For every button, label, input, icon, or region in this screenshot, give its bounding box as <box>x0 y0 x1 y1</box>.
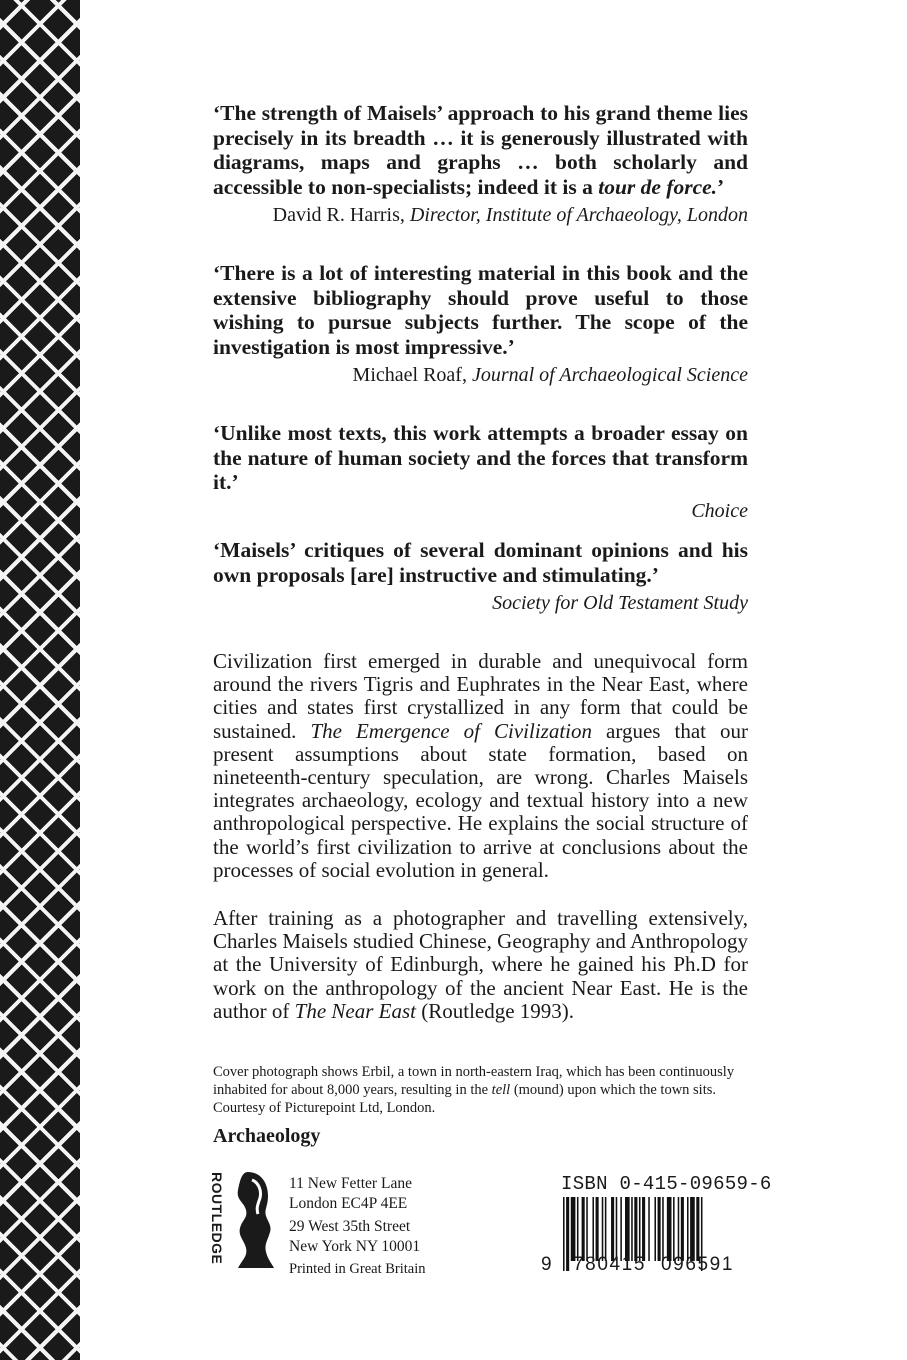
publisher-address <box>289 1174 426 1280</box>
isbn-first-digit: 9 <box>541 1254 552 1275</box>
barcode-bar <box>605 1197 607 1261</box>
review-2 <box>213 261 748 387</box>
barcode-bar <box>681 1197 684 1261</box>
review-attribution: David R. Harris, Director, Institute of Archaeology, London <box>272 204 748 226</box>
barcode-bar <box>648 1197 650 1261</box>
address-line: London EC4P 4EE <box>289 1194 408 1212</box>
barcode-bar <box>690 1197 695 1261</box>
isbn-block <box>541 1173 772 1275</box>
review-attribution: Michael Roaf, Journal of Archaeological Science <box>352 364 748 386</box>
review-4 <box>213 538 748 615</box>
review-1 <box>213 101 748 227</box>
barcode-bar <box>678 1197 680 1261</box>
barcode-bar <box>620 1197 622 1261</box>
barcode-bar <box>639 1197 641 1261</box>
address-line: 11 New Fetter Lane <box>289 1175 412 1192</box>
isbn-number: ISBN 0-415-09659-6 <box>561 1173 772 1195</box>
profile-silhouette-icon <box>238 1172 274 1268</box>
review-quote: ‘Unlike most texts, this work attempts a broader essay on the nature of human society and the forces that transform it.’ <box>213 421 748 494</box>
barcode-bar <box>577 1197 579 1261</box>
barcode-bar <box>687 1197 689 1261</box>
cover-photo-note: Cover photograph shows Erbil, a town in north-eastern Iraq, which has been continuously inhabited for about 8,000 years, resulting in the tell (mound) upon which the town sits. Courtesy of Picturepoint Ltd, London. <box>213 1064 735 1116</box>
barcode-bar <box>631 1197 633 1261</box>
barcode-bar <box>563 1197 565 1271</box>
barcode-bar <box>654 1197 656 1261</box>
barcode-bar <box>662 1197 664 1261</box>
barcode-bar <box>582 1197 585 1261</box>
address-line: 29 West 35th Street <box>289 1218 411 1235</box>
book-description: Civilization first emerged in durable and unequivocal form around the rivers Tigris and Euphrates in the Near East, where cities and states first crystallized in any form that could be sustained. The Emergence of Civilization argues that our present assumptions about state formation, based on nineteenth-century speculation, are wrong. Charles Maisels integrates archaeology, ecology and textual history into a new anthropological perspective. He explains the social structure of the world’s first civilization to arrive at conclusions about the processes of social evolution in general. <box>213 649 748 882</box>
barcode-bar <box>566 1197 569 1271</box>
subject-category: Archaeology <box>213 1125 321 1147</box>
barcode-bar <box>616 1197 618 1261</box>
barcode-bar <box>571 1197 576 1261</box>
barcode-bar <box>586 1197 588 1261</box>
barcode-bar <box>592 1197 594 1261</box>
review-quote: ‘Maisels’ critiques of several dominant opinions and his own proposals [are] instructive and stimulating.’ <box>213 538 748 587</box>
review-quote: ‘The strength of Maisels’ approach to his grand theme lies precisely in its breadth … it is generously illustrated with diagrams, maps and graphs … both scholarly and accessible to non-specialists; indeed it is a tour de force.’ <box>213 101 748 199</box>
author-bio: After training as a photographer and travelling extensively, Charles Maisels studied Chinese, Geography and Anthropology at the University of Edinburgh, where he gained his Ph.D for work on the anthropology of the ancient Near East. He is the author of The Near East (Routledge 1993). <box>213 906 748 1023</box>
isbn-digits-group-1: 780415 <box>573 1254 647 1275</box>
routledge-logo-text: ROUTLEDGE <box>209 1172 225 1265</box>
routledge-logo <box>208 1170 278 1270</box>
review-attribution: Society for Old Testament Study <box>492 592 748 614</box>
barcode-bar <box>596 1197 599 1261</box>
isbn-digits-group-2: 096591 <box>661 1254 735 1275</box>
review-quote: ‘There is a lot of interesting material in this book and the extensive bibliography should prove useful to those wishing to pursue subjects further. The scope of the investigation is most impressive.’ <box>213 261 748 359</box>
barcode-bar <box>658 1197 661 1261</box>
barcode-bar <box>673 1197 675 1261</box>
barcode-bar <box>696 1197 699 1261</box>
review-3 <box>213 421 748 523</box>
barcode-bar <box>602 1197 604 1261</box>
barcode-bar <box>642 1197 645 1261</box>
barcode-bar <box>634 1197 637 1261</box>
barcode-bar <box>611 1197 614 1261</box>
address-line: Printed in Great Britain <box>289 1261 426 1277</box>
barcode-bar <box>667 1197 672 1261</box>
review-attribution: Choice <box>691 499 748 522</box>
decorative-pattern-border <box>0 0 80 1360</box>
address-line: New York NY 10001 <box>289 1237 421 1255</box>
barcode-bar <box>625 1197 630 1261</box>
